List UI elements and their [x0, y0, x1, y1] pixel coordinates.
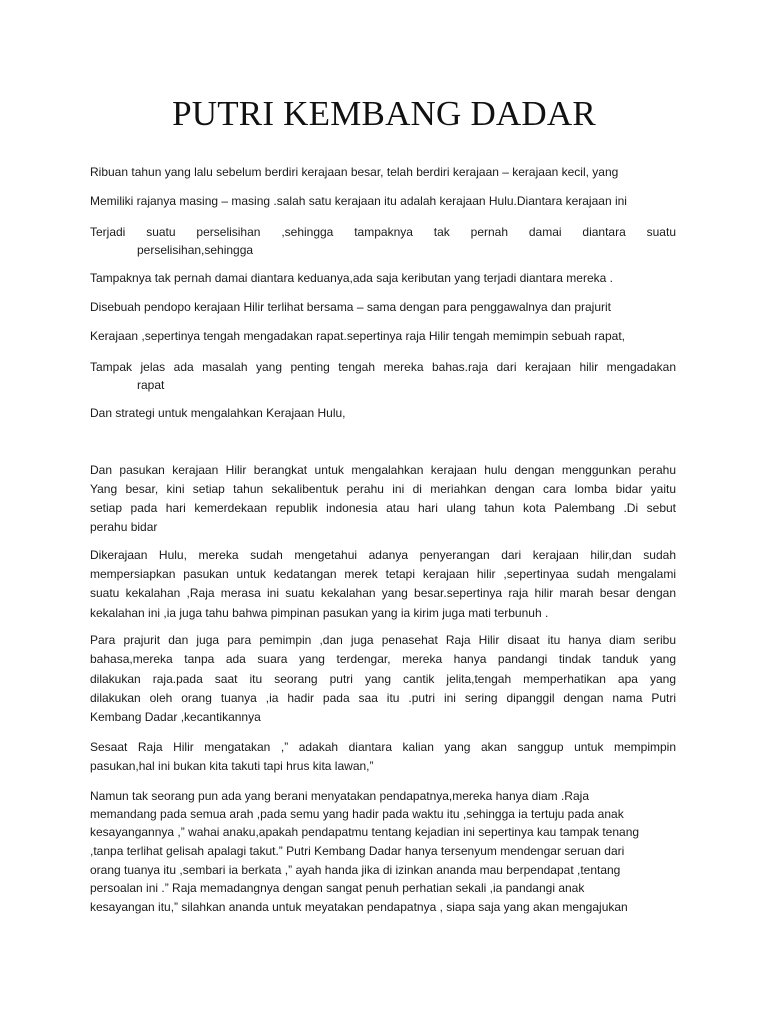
- text-line: bahasa,mereka tanpa ada suara yang terdengar, mereka hanya pandangi tindak tanduk yang: [90, 652, 676, 666]
- text-line: Kembang Dadar ,kecantikannya: [90, 710, 261, 724]
- text-line: Kerajaan ,sepertinya tengah mengadakan rapat.sepertinya raja Hilir tengah memimpin sebuah rapat,: [90, 329, 625, 343]
- text-line: kesayangan itu,” silahkan ananda untuk meyatakan pendapatnya , siapa saja yang akan mengajukan: [90, 900, 628, 914]
- text-line: Dan pasukan kerajaan Hilir berangkat untuk mengalahkan kerajaan hulu dengan menggunkan perahu: [90, 463, 676, 477]
- text-line: setiap pada hari kemerdekaan republik indonesia atau hari ulang tahun kota Palembang .Di sebut: [90, 501, 676, 515]
- text-line: rapat: [137, 378, 165, 392]
- text-line: dilakukan oleh orang tuanya ,ia hadir pada saa itu .putri ini sering dipanggil dengan nama Putri: [90, 691, 676, 705]
- text-line: dilakukan raja.pada saat itu seorang putri yang cantik jelita,tengah memperhatikan apa yang: [90, 672, 676, 686]
- text-line: Terjadi suatu perselisihan ,sehingga tampaknya tak pernah damai diantara suatu: [90, 225, 676, 239]
- text-line: ,tanpa terlihat gelisah apalagi takut.” Putri Kembang Dadar hanya tersenyum mendengar seruan dari: [90, 844, 625, 858]
- text-line: Dikerajaan Hulu, mereka sudah mengetahui adanya penyerangan dari kerajaan hilir,dan sudah: [90, 548, 676, 562]
- text-line: Disebuah pendopo kerajaan Hilir terlihat bersama – sama dengan para penggawalnya dan prajurit: [90, 300, 611, 314]
- document-title: PUTRI KEMBANG DADAR: [172, 94, 596, 133]
- text-line: persoalan ini .” Raja memadangnya dengan sangat penuh perhatian sekali ,ia pandangi anak: [90, 881, 585, 895]
- text-line: memandang pada semua arah ,pada semu yang hadir pada waktu itu ,sehingga ia tertuju pada anak: [90, 807, 624, 821]
- text-line: kesayangannya ,” wahai anaku,apakah pendapatmu tentang kejadian ini sepertinya kau tampak tenang: [90, 825, 640, 839]
- text-line: kekalahan ini ,ia juga tahu bahwa pimpinan pasukan yang ia kirim juga mati terbunuh .: [90, 606, 549, 620]
- text-line: Sesaat Raja Hilir mengatakan ,” adakah diantara kalian yang akan sanggup untuk mempimpin: [90, 740, 676, 754]
- text-line: Tampaknya tak pernah damai diantara keduanya,ada saja keributan yang terjadi diantara mereka .: [90, 271, 613, 285]
- text-line: Tampak jelas ada masalah yang penting tengah mereka bahas.raja dari kerajaan hilir mengadakan: [90, 360, 676, 374]
- text-line: orang tuanya itu ,sembari ia berkata ,” ayah handa jika di izinkan ananda mau berpendapat ,tentang: [90, 863, 621, 877]
- text-line: Memiliki rajanya masing – masing .salah satu kerajaan itu adalah kerajaan Hulu.Diantara kerajaan ini: [90, 194, 627, 208]
- text-line: suatu kekalahan ,Raja merasa ini suatu kekalahan yang besar.sepertinya raja hilir marah besar dengan: [90, 586, 676, 600]
- text-line: Yang besar, kini setiap tahun sekalibentuk perahu ini di meriahkan dengan cara lomba bidar yaitu: [90, 482, 676, 496]
- text-line: perselisihan,sehingga: [137, 243, 254, 257]
- text-line: Namun tak seorang pun ada yang berani menyatakan pendapatnya,mereka hanya diam .Raja: [90, 789, 589, 803]
- text-line: Para prajurit dan juga para pemimpin ,dan juga penasehat Raja Hilir disaat itu hanya diam seribu: [90, 633, 676, 647]
- text-line: Dan strategi untuk mengalahkan Kerajaan Hulu,: [90, 406, 346, 420]
- text-line: pasukan,hal ini bukan kita takuti tapi hrus kita lawan,”: [90, 759, 374, 773]
- text-line: perahu bidar: [90, 520, 158, 534]
- text-line: mempersiapkan pasukan untuk kedatangan merek tetapi kerajaan hilir ,sepertinyaa sudah mengalami: [90, 567, 676, 581]
- text-line: Ribuan tahun yang lalu sebelum berdiri kerajaan besar, telah berdiri kerajaan – kerajaan kecil, yang: [90, 165, 619, 179]
